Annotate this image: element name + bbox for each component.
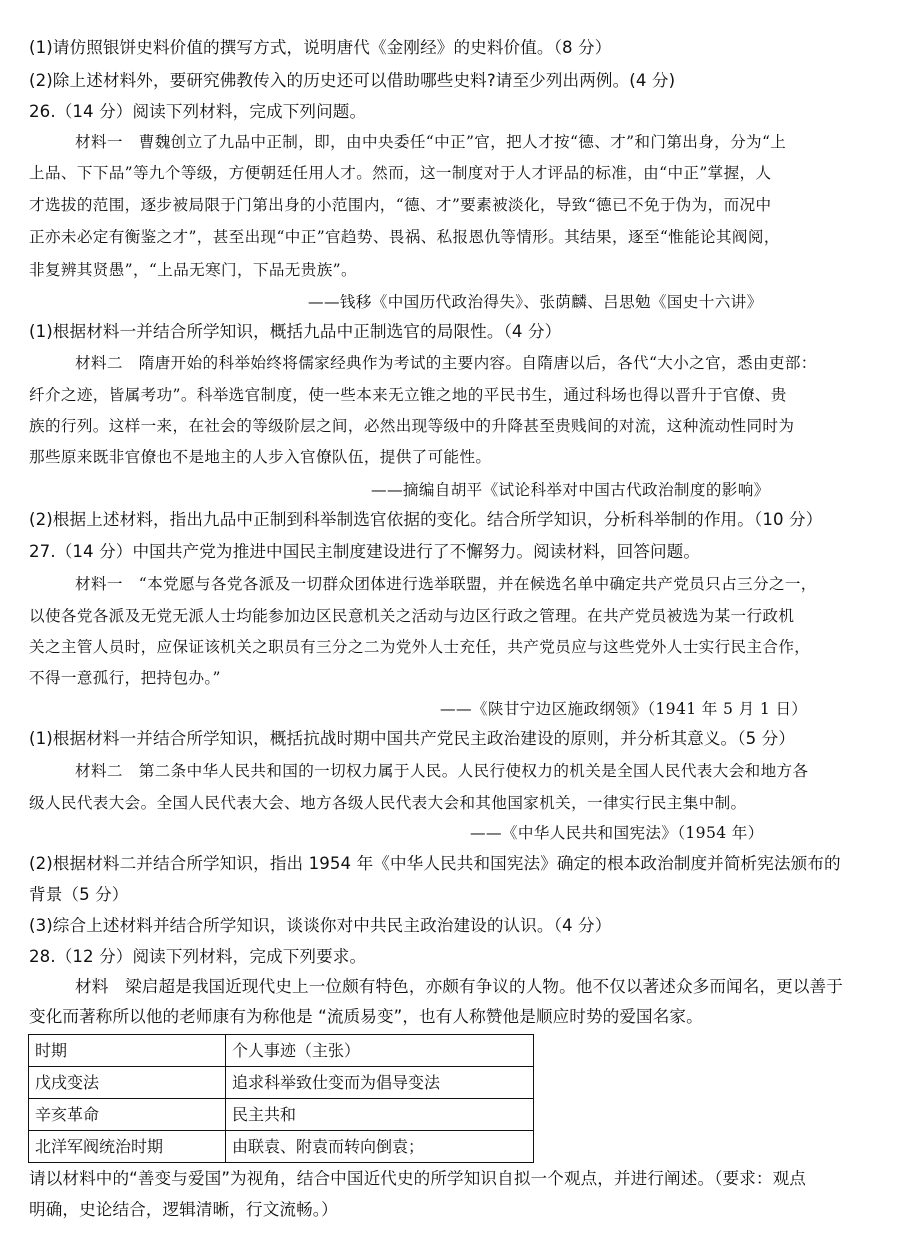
question-27-part3: (3)综合上述材料并结合所学知识，谈谈你对中共民主政治建设的认识。（4 分） [29, 916, 612, 935]
question-27-part1: (1)根据材料一并结合所学知识，概括抗战时期中国共产党民主政治建设的原则，并分析其意义。（5 分） [29, 729, 796, 748]
liang-qichao-table [28, 1034, 534, 1163]
material-paragraph-line: 不得一意孤行，把持包办。” [29, 669, 221, 687]
question-26-part2: (2)根据上述材料，指出九品中正制到科举制选官依据的变化。结合所学知识，分析科举制的作用。（10 分） [29, 510, 823, 529]
material-paragraph-line: 材料 梁启超是我国近现代史上一位颇有特色，亦颇有争议的人物。他不仅以著述众多而闻名，更以善于 [75, 977, 843, 996]
material-paragraph-line: 以使各党各派及无党无派人士均能参加边区民意机关之活动与边区行政之管理。在共产党员被选为某一行政机 [29, 607, 795, 625]
material-source: ——钱移《中国历代政治得失》、张荫麟、吕思勉《国史十六讲》 [308, 293, 763, 311]
material-paragraph-line: 才选拔的范围，逐步被局限于门第出身的小范围内，“德、才”要素被淡化，导致“德已不免于伪为，而况中 [29, 196, 772, 214]
question-28-prompt: 请以材料中的“善变与爱国”为视角，结合中国近代史的所学知识自拟一个观点，并进行阐述。（要求：观点 [29, 1169, 807, 1188]
material-paragraph-line: 材料二 第二条中华人民共和国的一切权力属于人民。人民行使权力的机关是全国人民代表大会和地方各 [75, 762, 809, 780]
material-source: ——《陕甘宁边区施政纲领》（1941 年 5 月 1 日） [440, 700, 808, 718]
question-27-heading: 27.（14 分）中国共产党为推进中国民主制度建设进行了不懈努力。阅读材料，回答问题。 [29, 542, 701, 561]
question-27-part2-continued: 背景（5 分） [29, 885, 129, 904]
table-row [29, 1067, 534, 1099]
material-paragraph-line: 变化而著称所以他的老师康有为称他是 “流质易变”，也有人称赞他是顺应时势的爱国名家。 [29, 1007, 703, 1026]
question-26-part1: (1)根据材料一并结合所学知识，概括九品中正制选官的局限性。（4 分） [29, 322, 562, 341]
material-paragraph-line: 级人民代表大会。全国人民代表大会、地方各级人民代表大会和其他国家机关，一律实行民主集中制。 [29, 794, 747, 812]
table-cell: 辛亥革命 [29, 1099, 226, 1131]
material-paragraph-line: 正亦未必定有衡鉴之才”，甚至出现“中正”官趋势、畏祸、私报恩仇等情形。其结果，逐至“惟能论其阀阅， [29, 228, 780, 246]
table-row [29, 1099, 534, 1131]
material-paragraph-line: 关之主管人员时，应保证该机关之职员有三分之二为党外人士充任，共产党员应与这些党外人士实行民主合作， [29, 638, 811, 656]
table-cell: 追求科举致仕变而为倡导变法 [226, 1067, 534, 1099]
material-paragraph-line: 非复辨其贤愚”，“上品无寒门，下品无贵族”。 [29, 261, 357, 279]
table-row [29, 1035, 534, 1067]
question-25-part1: (1)请仿照银饼史料价值的撰写方式，说明唐代《金刚经》的史料价值。（8 分） [29, 38, 612, 57]
question-27-part2: (2)根据材料二并结合所学知识，指出 1954 年《中华人民共和国宪法》确定的根本政治制度并简析宪法颁布的 [29, 854, 841, 873]
material-source: ——《中华人民共和国宪法》（1954 年） [470, 824, 764, 842]
material-paragraph-line: 纤介之迹，皆属考功”。科举选官制度，使一些本来无立锥之地的平民书生，通过科场也得以晋升于官僚、贵 [29, 386, 787, 404]
material-paragraph-line: 那些原来既非官僚也不是地主的人步入官僚队伍，提供了可能性。 [29, 448, 492, 466]
question-25-part2: (2)除上述材料外，要研究佛教传入的历史还可以借助哪些史料?请至少列出两例。(4 分) [29, 71, 676, 90]
table-cell: 民主共和 [226, 1099, 534, 1131]
table-cell: 北洋军阀统治时期 [29, 1131, 226, 1163]
material-paragraph-line: 上品、下下品”等九个等级，方便朝廷任用人才。然而，这一制度对于人才评品的标准，由“中正”掌握，人 [29, 164, 772, 182]
table-row [29, 1131, 534, 1163]
material-paragraph-line: 材料一 “本党愿与各党各派及一切群众团体进行选举联盟，并在候选名单中确定共产党员只占三分之一， [75, 575, 817, 593]
material-source: ——摘编自胡平《试论科举对中国古代政治制度的影响》 [371, 481, 770, 499]
material-paragraph-line: 材料一 曹魏创立了九品中正制，即，由中央委任“中正”官，把人才按“德、才”和门第出身，分为“上 [75, 133, 787, 151]
table-header-cell: 时期 [29, 1035, 226, 1067]
question-28-prompt-continued: 明确，史论结合，逻辑清晰，行文流畅。） [29, 1200, 338, 1219]
question-26-heading: 26.（14 分）阅读下列材料，完成下列问题。 [29, 102, 367, 121]
material-paragraph-line: 族的行列。这样一来，在社会的等级阶层之间，必然出现等级中的升降甚至贵贱间的对流，这种流动性同时为 [29, 417, 795, 435]
table-cell: 由联袁、附袁而转向倒袁； [226, 1131, 534, 1163]
question-28-heading: 28.（12 分）阅读下列材料，完成下列要求。 [29, 947, 367, 966]
table-header-cell: 个人事迹（主张） [226, 1035, 534, 1067]
table-cell: 戊戌变法 [29, 1067, 226, 1099]
material-paragraph-line: 材料二 隋唐开始的科举始终将儒家经典作为考试的主要内容。自隋唐以后，各代“大小之官，悉由吏部： [75, 354, 817, 372]
